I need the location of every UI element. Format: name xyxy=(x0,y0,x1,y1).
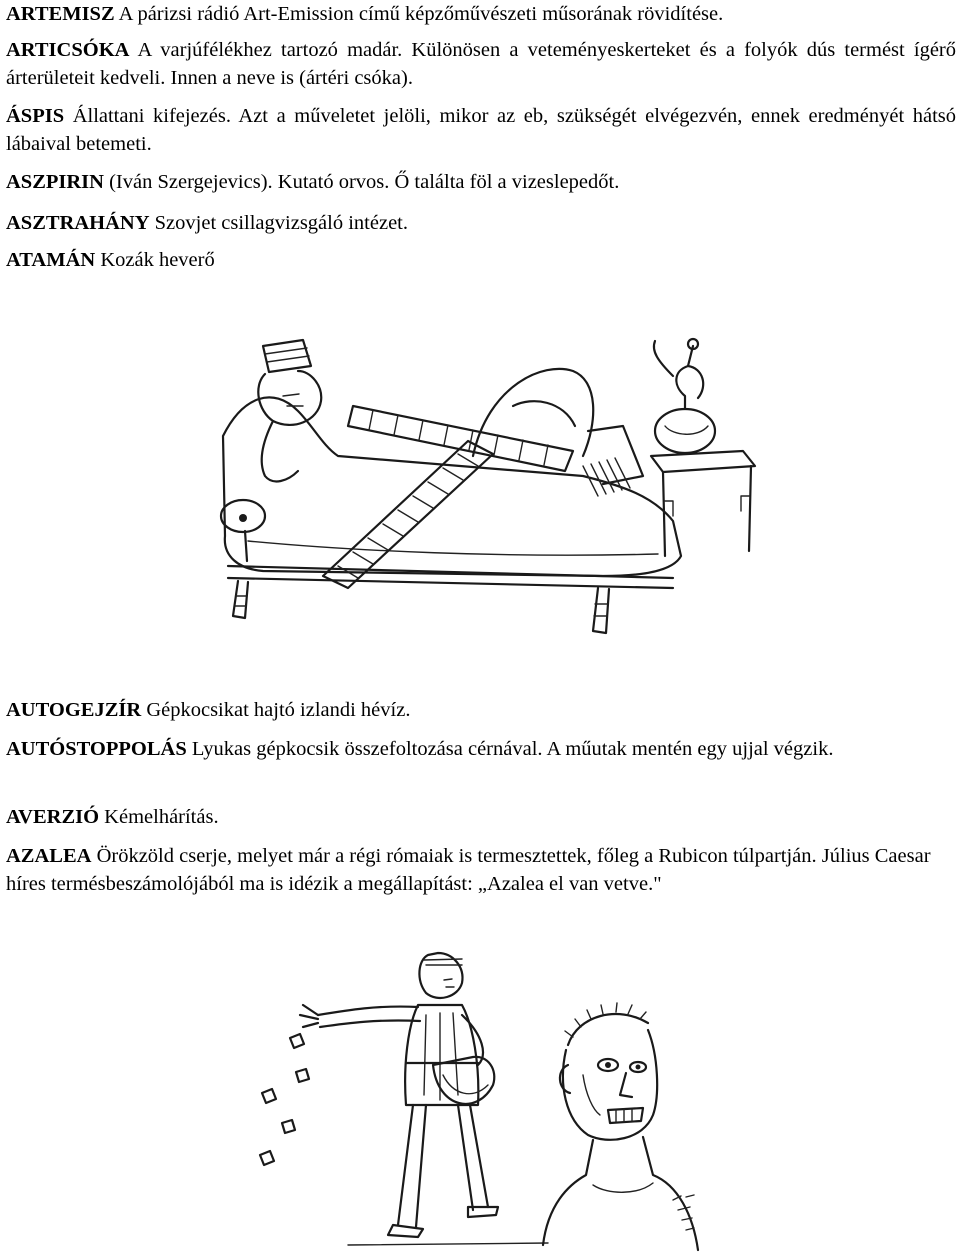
entry-definition: Kémelhárítás. xyxy=(104,806,219,828)
entry-term: ÁSPIS xyxy=(6,105,65,127)
entry-definition: A párizsi rádió Art-Emission című képzőművészeti műsorának rövidítése. xyxy=(118,3,724,25)
dictionary-entry xyxy=(6,735,956,763)
dictionary-entry xyxy=(6,36,956,92)
entry-definition: Gépkocsikat hajtó izlandi hévíz. xyxy=(146,699,411,721)
entry-term: AVERZIÓ xyxy=(6,806,100,828)
entry-term: ASZTRAHÁNY xyxy=(6,212,150,234)
dictionary-entry xyxy=(6,803,956,831)
dictionary-entry xyxy=(6,209,956,237)
dictionary-entry xyxy=(6,168,956,196)
entry-term: ATAMÁN xyxy=(6,249,96,271)
entry-term: ARTICSÓKA xyxy=(6,39,130,61)
entry-definition: Szovjet csillagvizsgáló intézet. xyxy=(154,212,408,234)
entry-definition: Lyukas gépkocsik összefoltozása cérnával. A műutak mentén egy ujjal végzik. xyxy=(191,738,834,760)
entry-definition: (Iván Szergejevics). Kutató orvos. Ő találta föl a vizeslepedőt. xyxy=(109,171,620,193)
entry-definition: Állattani kifejezés. Azt a műveletet jelöli, mikor az eb, szükségét elvégezvén, ennek eredményét hátsó lábaival betemeti. xyxy=(6,105,956,155)
dictionary-entry xyxy=(6,842,956,898)
entry-term: AZALEA xyxy=(6,845,92,867)
entry-term: AUTOGEJZÍR xyxy=(6,699,142,721)
entry-term: AUTÓSTOPPOLÁS xyxy=(6,738,187,760)
entry-definition: Örökzöld cserje, melyet már a régi rómaiak is termesztettek, főleg a Rubicon túlpartján. Július Caesar híres termésbeszámolójából ma is idézik a megállapítást: „Azalea el van vetve." xyxy=(6,845,931,895)
dictionary-entry xyxy=(6,696,956,724)
dictionary-entry xyxy=(6,246,956,274)
entry-term: ASZPIRIN xyxy=(6,171,104,193)
illustration-reclining-figure xyxy=(203,326,758,644)
entry-term: ARTEMISZ xyxy=(6,3,115,25)
dictionary-entry xyxy=(6,102,956,158)
entry-definition: Kozák heverő xyxy=(100,249,215,271)
sower-and-caesar-drawing xyxy=(248,945,710,1258)
dictionary-entry xyxy=(6,0,956,28)
entry-definition: A varjúfélékhez tartozó madár. Különösen a veteményeskerteket és a folyók dús termést ígérő árterületeit kedveli. Innen a neve is (ártéri csóka). xyxy=(6,39,956,89)
reclining-figure-drawing xyxy=(203,326,758,644)
illustration-sower-and-caesar xyxy=(248,945,710,1258)
